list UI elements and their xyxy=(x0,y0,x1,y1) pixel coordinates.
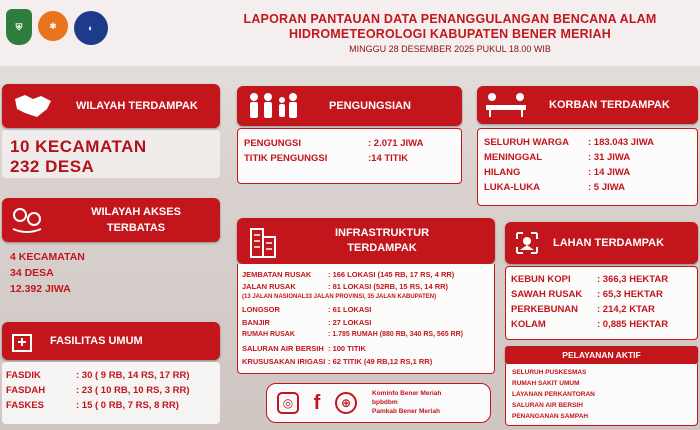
pengungsian-row: TITIK PENGUNGSI :14 TITIK xyxy=(244,153,409,164)
regency-emblem-icon: ⛨ xyxy=(6,9,32,45)
wilayah-akses-heading xyxy=(2,198,220,242)
pengungsian-heading xyxy=(237,86,462,126)
lahan-row: KEBUN KOPI : 366,3 HEKTAR xyxy=(511,274,669,285)
refugees-icon xyxy=(237,91,307,121)
pengungsian-title: PENGUNGSIAN xyxy=(329,100,411,112)
korban-row: SELURUH WARGA : 183.043 JIWA xyxy=(484,137,655,148)
pelayanan-aktif-title: PELAYANAN AKTIF xyxy=(562,350,641,360)
pelayanan-item: SELURUH PUSKESMAS xyxy=(512,369,587,376)
location-pin-icon xyxy=(2,205,52,235)
instagram-icon[interactable]: ◎ xyxy=(277,392,299,414)
korban-row: LUKA-LUKA : 5 JIWA xyxy=(484,182,625,193)
infra-row: LONGSOR : 61 LOKASI xyxy=(242,305,372,314)
wilayah-terdampak-title: WILAYAH TERDAMPAK xyxy=(76,100,198,112)
pelayanan-aktif-heading xyxy=(505,346,698,364)
infra-row: RUMAH RUSAK : 1.785 RUMAH (880 RB, 340 RS, 565 RR) xyxy=(242,331,463,338)
wilayah-akses-title-line2: TERBATAS xyxy=(106,222,166,234)
pelayanan-item: PENANGANAN SAMPAH xyxy=(512,413,589,420)
infra-row: KRUSUSAKAN IRIGASI : 62 TITIK (49 RB,12 RS,1 RR) xyxy=(242,357,433,366)
korban-row: HILANG : 14 JIWA xyxy=(484,167,631,178)
footer-kominfo: Kominfo Bener Meriah xyxy=(372,390,442,397)
infrastruktur-title-line2: TERDAMPAK xyxy=(347,242,417,254)
korban-terdampak-heading xyxy=(477,86,698,124)
bpbd-logo-icon: ✱ xyxy=(38,11,68,41)
infrastruktur-title-line1: INFRASTRUKTUR xyxy=(334,227,430,239)
report-title-line1: LAPORAN PANTAUAN DATA PENANGGULANGAN BENCANA ALAM xyxy=(243,12,657,26)
akses-kecamatan: 4 KECAMATAN xyxy=(10,251,85,263)
desa-count: 232 DESA xyxy=(10,157,95,176)
stretcher-icon xyxy=(477,91,535,119)
fasilitas-row: FASDAH : 23 ( 10 RB, 10 RS, 3 RR) xyxy=(6,385,190,396)
akses-desa: 34 DESA xyxy=(10,267,54,279)
wilayah-akses-title-line1: WILAYAH AKSES xyxy=(91,206,181,218)
fasilitas-row: FASDIK : 30 ( 9 RB, 14 RS, 17 RR) xyxy=(6,370,190,381)
fasilitas-row: FASKES : 15 ( 0 RB, 7 RS, 8 RR) xyxy=(6,400,179,411)
footer-pemkab: Pamkab Bener Meriah xyxy=(372,408,440,415)
facebook-icon[interactable]: f xyxy=(313,391,321,414)
kecamatan-count: 10 KECAMATAN xyxy=(10,137,147,156)
building-icon xyxy=(237,223,289,259)
report-title-line2: HIDROMETEOROLOGI KABUPATEN BENER MERIAH xyxy=(289,27,611,41)
kominfo-logo-icon: ◐ xyxy=(74,11,108,45)
lahan-row: PERKEBUNAN : 214,2 KTAR xyxy=(511,304,655,315)
wilayah-terdampak-heading xyxy=(2,84,220,128)
korban-terdampak-title: KORBAN TERDAMPAK xyxy=(549,99,670,111)
report-date: MINGGU 28 DESEMBER 2025 PUKUL 18.00 WIB xyxy=(349,44,551,54)
lahan-terdampak-title: LAHAN TERDAMPAK xyxy=(553,237,665,249)
lahan-row: SAWAH RUSAK : 65,3 HEKTAR xyxy=(511,289,663,300)
infrastruktur-heading xyxy=(237,218,495,264)
pelayanan-item: SALURAN AIR BERSIH xyxy=(512,402,583,409)
akses-jiwa: 12.392 JIWA xyxy=(10,283,71,295)
lahan-terdampak-heading xyxy=(505,222,698,264)
pengungsian-row: PENGUNGSI : 2.071 JIWA xyxy=(244,138,424,149)
fasilitas-umum-heading xyxy=(2,322,220,360)
infra-row: SALURAN AIR BERSIH : 100 TITIK xyxy=(242,344,366,353)
land-icon xyxy=(505,229,549,257)
korban-row: MENINGGAL : 31 JIWA xyxy=(484,152,631,163)
fasilitas-umum-title: FASILITAS UMUM xyxy=(50,335,143,347)
footer-bpbd: bpbdbm xyxy=(372,399,398,406)
lahan-row: KOLAM : 0,885 HEKTAR xyxy=(511,319,669,330)
pelayanan-item: RUMAH SAKIT UMUM xyxy=(512,380,580,387)
infra-row: BANJIR : 27 LOKASI xyxy=(242,318,372,327)
infra-row-note: (13 JALAN NASIONAL33 JALAN PROVINSI, 35 JALAN KABUPATEN) xyxy=(242,294,437,300)
pelayanan-item: LAYANAN PERKANTORAN xyxy=(512,391,595,398)
hospital-icon xyxy=(2,329,42,353)
infra-row: JEMBATAN RUSAK : 166 LOKASI (145 RB, 17 RS, 4 RR) xyxy=(242,270,455,279)
web-icon[interactable]: ⊕ xyxy=(335,392,357,414)
infra-row: JALAN RUSAK : 81 LOKASI (52RB, 15 RS, 14 RR) xyxy=(242,282,449,291)
map-icon xyxy=(2,91,64,121)
